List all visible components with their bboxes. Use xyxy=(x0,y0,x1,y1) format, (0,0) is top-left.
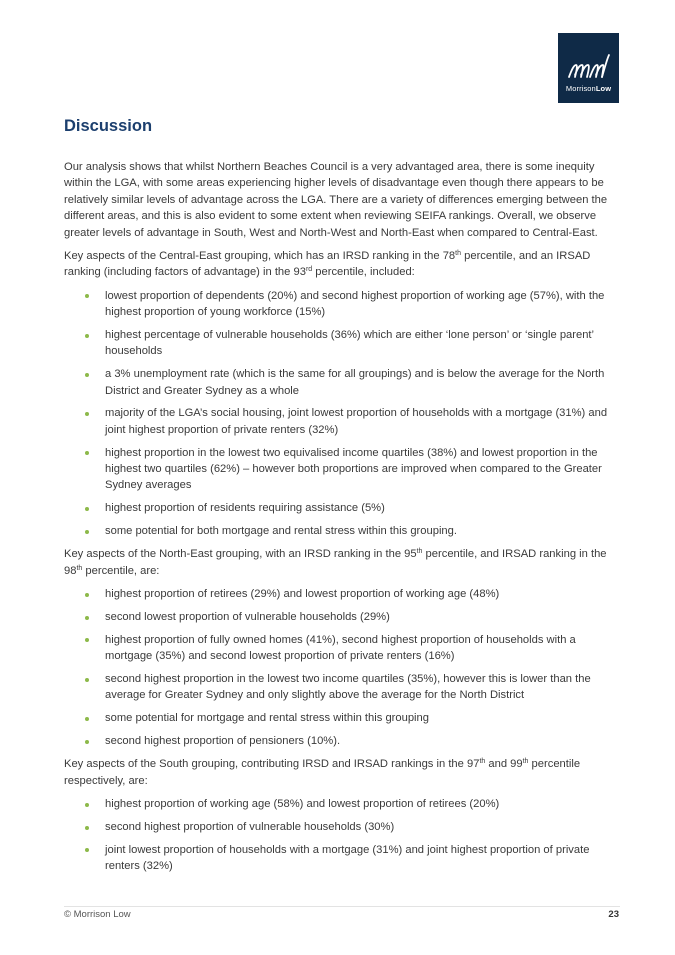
list-item-text: some potential for both mortgage and rental stress within this grouping. xyxy=(105,525,457,538)
list-item-text: highest proportion in the lowest two equivalised income quartiles (38%) and lowest proportion in the highest two quartiles (62%) – however both proportions are improved when compared to the Greater Sydney averages xyxy=(105,446,602,492)
central-east-lead-c: percentile, included: xyxy=(312,266,415,279)
list-item xyxy=(105,366,626,399)
list-item xyxy=(105,609,626,625)
logo-word-bold: Low xyxy=(595,84,612,93)
north-east-sup-a: th xyxy=(416,548,423,556)
list-item-text: highest proportion of residents requiring assistance (5%) xyxy=(105,502,385,515)
footer-copyright: © Morrison Low xyxy=(64,909,131,920)
logo-word-light: Morrison xyxy=(565,84,596,93)
central-east-sup-b: rd xyxy=(305,266,313,274)
south-lead-b: and 99 xyxy=(485,758,523,771)
list-item xyxy=(105,733,626,749)
list-item-text: highest percentage of vulnerable households (36%) which are either ‘lone person’ or ‘single parent’ households xyxy=(105,329,594,358)
list-item xyxy=(105,586,626,602)
list-item xyxy=(105,710,626,726)
list-item xyxy=(105,796,626,812)
bullet-icon xyxy=(85,848,89,852)
central-east-list xyxy=(64,288,626,540)
south-sup-b: th xyxy=(522,758,529,766)
intro-paragraph: Our analysis shows that whilst Northern Beaches Council is a very advantaged area, there is some inequity within the LGA, with some areas experiencing higher levels of disadvantage even though there appears to be relatively similar levels of advantage across the LGA. There are a variety of differences emerging between the different areas, and this is also evident to some extent when reviewing SEIFA rankings. Overall, we observe greater levels of advantage in South, West and North-West and North-East when compared to Central-East. xyxy=(64,161,608,239)
list-item-text: second lowest proportion of vulnerable households (29%) xyxy=(105,611,390,624)
page-number: 23 xyxy=(608,909,619,920)
south-list xyxy=(64,796,626,874)
list-item-text: majority of the LGA’s social housing, joint lowest proportion of households with a mortgage (31%) and joint highest proportion of private renters (32%) xyxy=(105,407,608,436)
bullet-icon xyxy=(85,593,89,597)
bullet-icon xyxy=(85,334,89,338)
list-item-text: second highest proportion of vulnerable households (30%) xyxy=(105,821,395,834)
document-body xyxy=(64,159,626,882)
bullet-icon xyxy=(85,638,89,642)
bullet-icon xyxy=(85,412,89,416)
list-item xyxy=(105,671,626,704)
list-item xyxy=(105,632,626,665)
list-item-text: lowest proportion of dependents (20%) and second highest proportion of working age (57%), with the highest proportion of young workforce (15%) xyxy=(105,289,605,319)
list-item xyxy=(105,523,626,539)
list-item-text: joint lowest proportion of households with a mortgage (31%) and joint highest proportion of private renters (32%) xyxy=(105,843,590,873)
central-east-lead xyxy=(64,248,626,281)
bullet-icon xyxy=(85,740,89,744)
list-item-text: a 3% unemployment rate (which is the same for all groupings) and is below the average for the North District and Greater Sydney as a whole xyxy=(105,368,605,397)
central-east-lead-b: percentile, and an IRSAD ranking (including factors of advantage) in the 93 xyxy=(64,250,591,279)
list-item xyxy=(105,405,626,438)
south-lead-c: percentile respectively, are: xyxy=(64,758,581,787)
morrisonlow-logo xyxy=(558,33,619,103)
list-item xyxy=(105,842,626,875)
page-title: Discussion xyxy=(64,117,153,135)
list-item xyxy=(105,288,626,321)
bullet-icon xyxy=(85,373,89,377)
bullet-icon xyxy=(85,451,89,455)
list-item xyxy=(105,500,626,516)
list-item-text: highest proportion of working age (58%) and lowest proportion of retirees (20%) xyxy=(105,798,500,811)
north-east-lead-a: Key aspects of the North-East grouping, with an IRSD ranking in the 95 xyxy=(64,548,417,561)
bullet-icon xyxy=(85,826,89,830)
north-east-lead-b: percentile, and IRSAD ranking in the 98 xyxy=(64,548,607,577)
bullet-icon xyxy=(85,717,89,721)
bullet-icon xyxy=(85,507,89,511)
logo-wordmark xyxy=(558,84,619,93)
list-item-text: second highest proportion in the lowest two income quartiles (35%), however this is lower than the average for Greater Sydney and only slightly above the average for the North District xyxy=(105,673,591,702)
bullet-icon xyxy=(85,678,89,682)
bullet-icon xyxy=(85,803,89,807)
south-lead xyxy=(64,756,626,789)
list-item xyxy=(105,327,626,360)
north-east-list xyxy=(64,586,626,749)
bullet-icon xyxy=(85,530,89,534)
bullet-icon xyxy=(85,616,89,620)
north-east-sup-b: th xyxy=(76,564,83,572)
list-item-text: second highest proportion of pensioners (10%). xyxy=(105,735,341,748)
list-item xyxy=(105,445,626,494)
list-item-text: highest proportion of retirees (29%) and lowest proportion of working age (48%) xyxy=(105,588,500,601)
ml-monogram-icon xyxy=(566,53,611,81)
bullet-icon xyxy=(85,294,89,298)
central-east-lead-a: Key aspects of the Central-East grouping, which has an IRSD ranking in the 78 xyxy=(64,250,456,263)
list-item xyxy=(105,819,626,835)
list-item-text: some potential for mortgage and rental stress within this grouping xyxy=(105,712,429,725)
south-lead-a: Key aspects of the South grouping, contributing IRSD and IRSAD rankings in the 97 xyxy=(64,758,480,771)
footer-divider xyxy=(64,906,620,907)
central-east-sup-a: th xyxy=(455,250,462,258)
list-item-text: highest proportion of fully owned homes (41%), second highest proportion of households with a mortgage (35%) and second lowest proportion of private renters (16%) xyxy=(105,633,576,663)
north-east-lead-c: percentile, are: xyxy=(82,564,160,577)
north-east-lead xyxy=(64,546,626,579)
south-sup-a: th xyxy=(479,758,486,766)
